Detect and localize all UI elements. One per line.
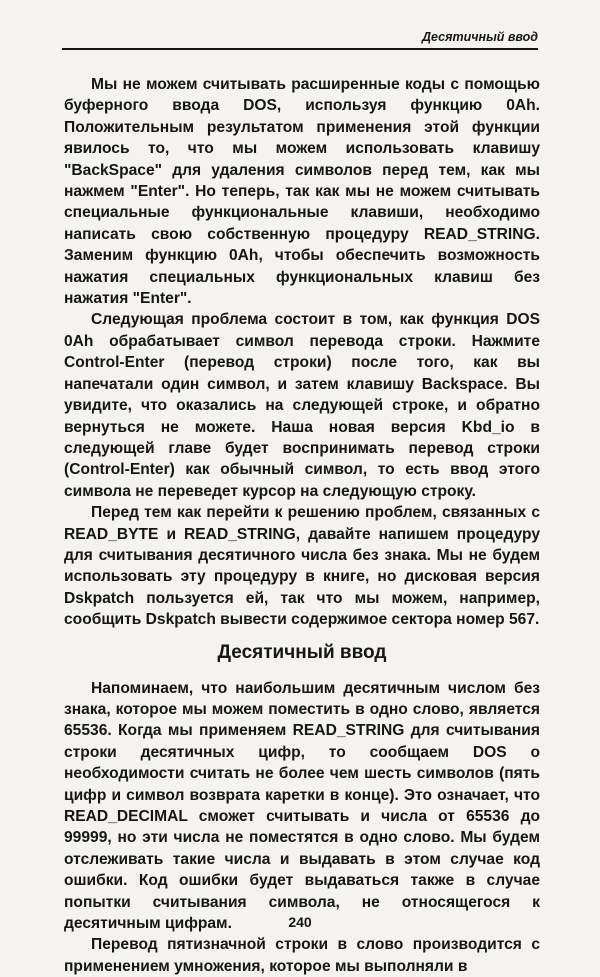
page-body [64,74,540,977]
section-heading: Десятичный ввод [217,641,387,663]
paragraph: Следующая проблема состоит в том, как функция DOS 0Ah обрабатывает символ перевода строки. Нажмите Control-Enter (перевод строки) после того, как вы напечатали один символ, и затем клавишу Backspace. Вы увидите, что оказались на следующей строке, и обратно вернуться не можете. Наша новая версия Kbd_io в следующей главе будет воспринимать перевод строки (Control-Enter) как обычный символ, то есть ввод этого символа не переведет курсор на следующую строку. [64,311,540,500]
paragraph: Напоминаем, что наибольшим десятичным числом без знака, которое мы можем поместить в одно слово, является 65536. Когда мы применяем READ_STRING для считывания строки десятичных цифр, то сообщаем DOS о необходимости считать не более чем шесть символов (пять цифр и символ возврата каретки в конце). Это означает, что READ_DECIMAL сможет считывать и числа от 65536 до 99999, но эти числа не поместятся в одно слово. Мы будем отслеживать такие числа и выдавать в этом случае код ошибки. Код ошибки будет выдаваться также в случае попытки считывания символа, не относящегося к десятичным цифрам. [64,679,540,933]
paragraph: Перевод пятизначной строки в слово производится с применением умножения, которое мы выполняли в [64,936,540,975]
running-header: Десятичный ввод [62,30,538,50]
paragraph: Перед тем как перейти к решению проблем, связанных с READ_BYTE и READ_STRING, давайте напишем процедуру для считывания десятичного числа без знака. Мы не будем использовать эту процедуру в книге, но дисковая версия Dskpatch пользуется ей, так что мы можем, например, сообщить Dskpatch вывести содержимое сектора номер 567. [64,504,540,629]
paragraph: Мы не можем считывать расширенные коды с помощью буферного ввода DOS, используя функцию 0Ah. Положительным результатом применения этой функции явилось то, что мы можем использовать клавишу "BackSpace" для удаления символов перед тем, как мы нажмем "Enter". Но теперь, так как мы не можем считывать специальные функциональные клавиши, необходимо написать свою собственную процедуру READ_STRING. Заменим функцию 0Ah, чтобы обеспечить возможность нажатия специальных функциональных клавиш без нажатия "Enter". [64,76,540,308]
page-number: 240 [288,914,312,930]
